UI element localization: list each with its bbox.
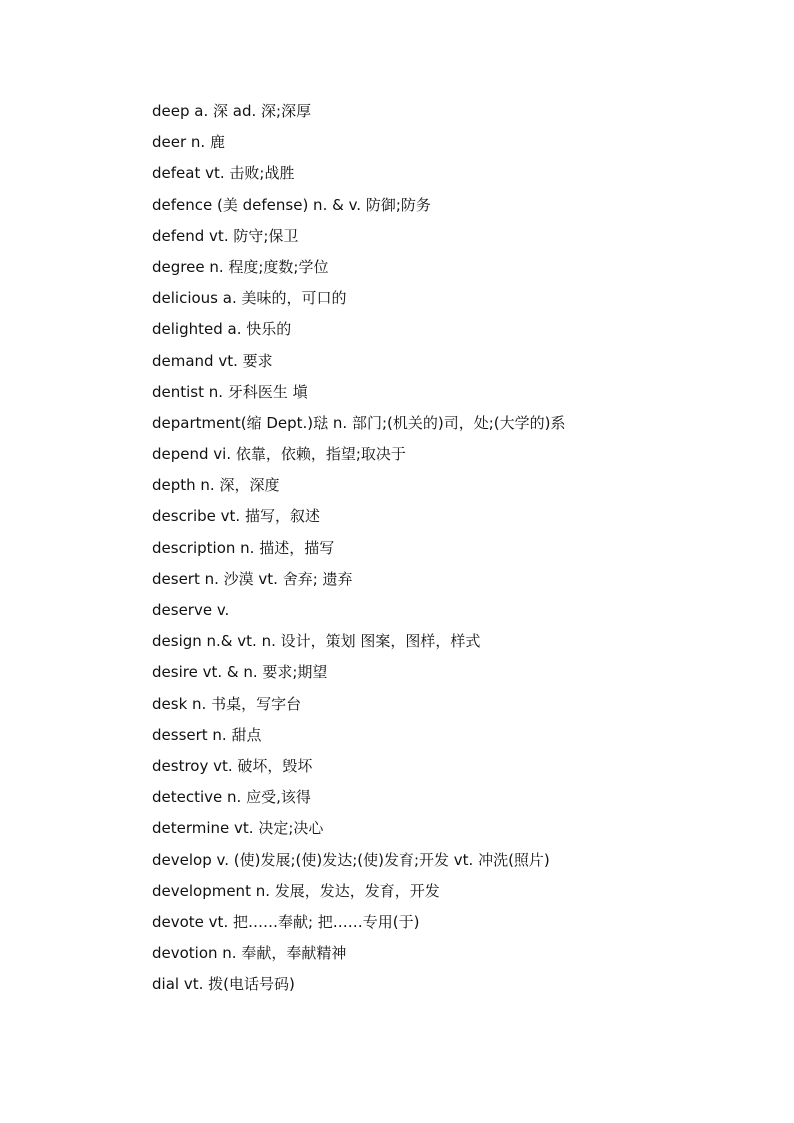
vocab-entry: development n. 发展，发达，发育，开发 [152,881,440,900]
vocab-entry: depth n. 深，深度 [152,476,280,495]
vocab-entry: destroy vt. 破坏，毁坏 [152,756,313,775]
vocab-entry: demand vt. 要求 [152,351,273,370]
vocabulary-list [152,98,772,1002]
vocab-entry: delicious a. 美味的，可口的 [152,289,347,308]
vocab-entry: desk n. 书桌，写字台 [152,694,302,713]
vocab-entry: dessert n. 甜点 [152,725,262,744]
vocab-entry: deserve v. [152,601,230,619]
vocab-entry: defence (美 defense) n. & v. 防御;防务 [152,195,431,214]
vocab-entry: deer n. 鹿 [152,133,225,152]
vocab-entry: devotion n. 奉献，奉献精神 [152,944,347,963]
vocab-entry: desert n. 沙漠 vt. 舍弃; 遗弃 [152,569,353,588]
vocab-entry: desire vt. & n. 要求;期望 [152,663,328,682]
vocab-entry: defeat vt. 击败;战胜 [152,164,295,183]
vocab-entry: deep a. 深 ad. 深;深厚 [152,102,312,120]
vocab-entry: description n. 描述，描写 [152,538,335,557]
vocab-entry: dentist n. 牙科医生 塡 [152,382,308,401]
vocab-entry: determine vt. 决定;决心 [152,819,324,838]
vocab-entry: describe vt. 描写，叙述 [152,507,320,526]
vocab-entry: devote vt. 把……奉献; 把……专用(于) [152,912,420,931]
vocab-entry: depend vi. 依靠，依赖，指望;取决于 [152,445,406,464]
vocab-entry: department(缩 Dept.)琺 n. 部门;(机关的)司，处;(大学的)系 [152,413,566,432]
vocab-entry: defend vt. 防守;保卫 [152,226,299,245]
vocab-entry: degree n. 程度;度数;学位 [152,257,329,276]
vocab-entry: design n.& vt. n. 设计，策划 图案，图样，样式 [152,632,481,651]
vocab-entry: dial vt. 拨(电话号码) [152,975,295,994]
vocab-entry: detective n. 应受,该得 [152,788,311,807]
vocab-entry: delighted a. 快乐的 [152,320,292,339]
vocab-entry: develop v. (使)发展;(使)发达;(使)发育;开发 vt. 冲洗(照片) [152,850,550,869]
